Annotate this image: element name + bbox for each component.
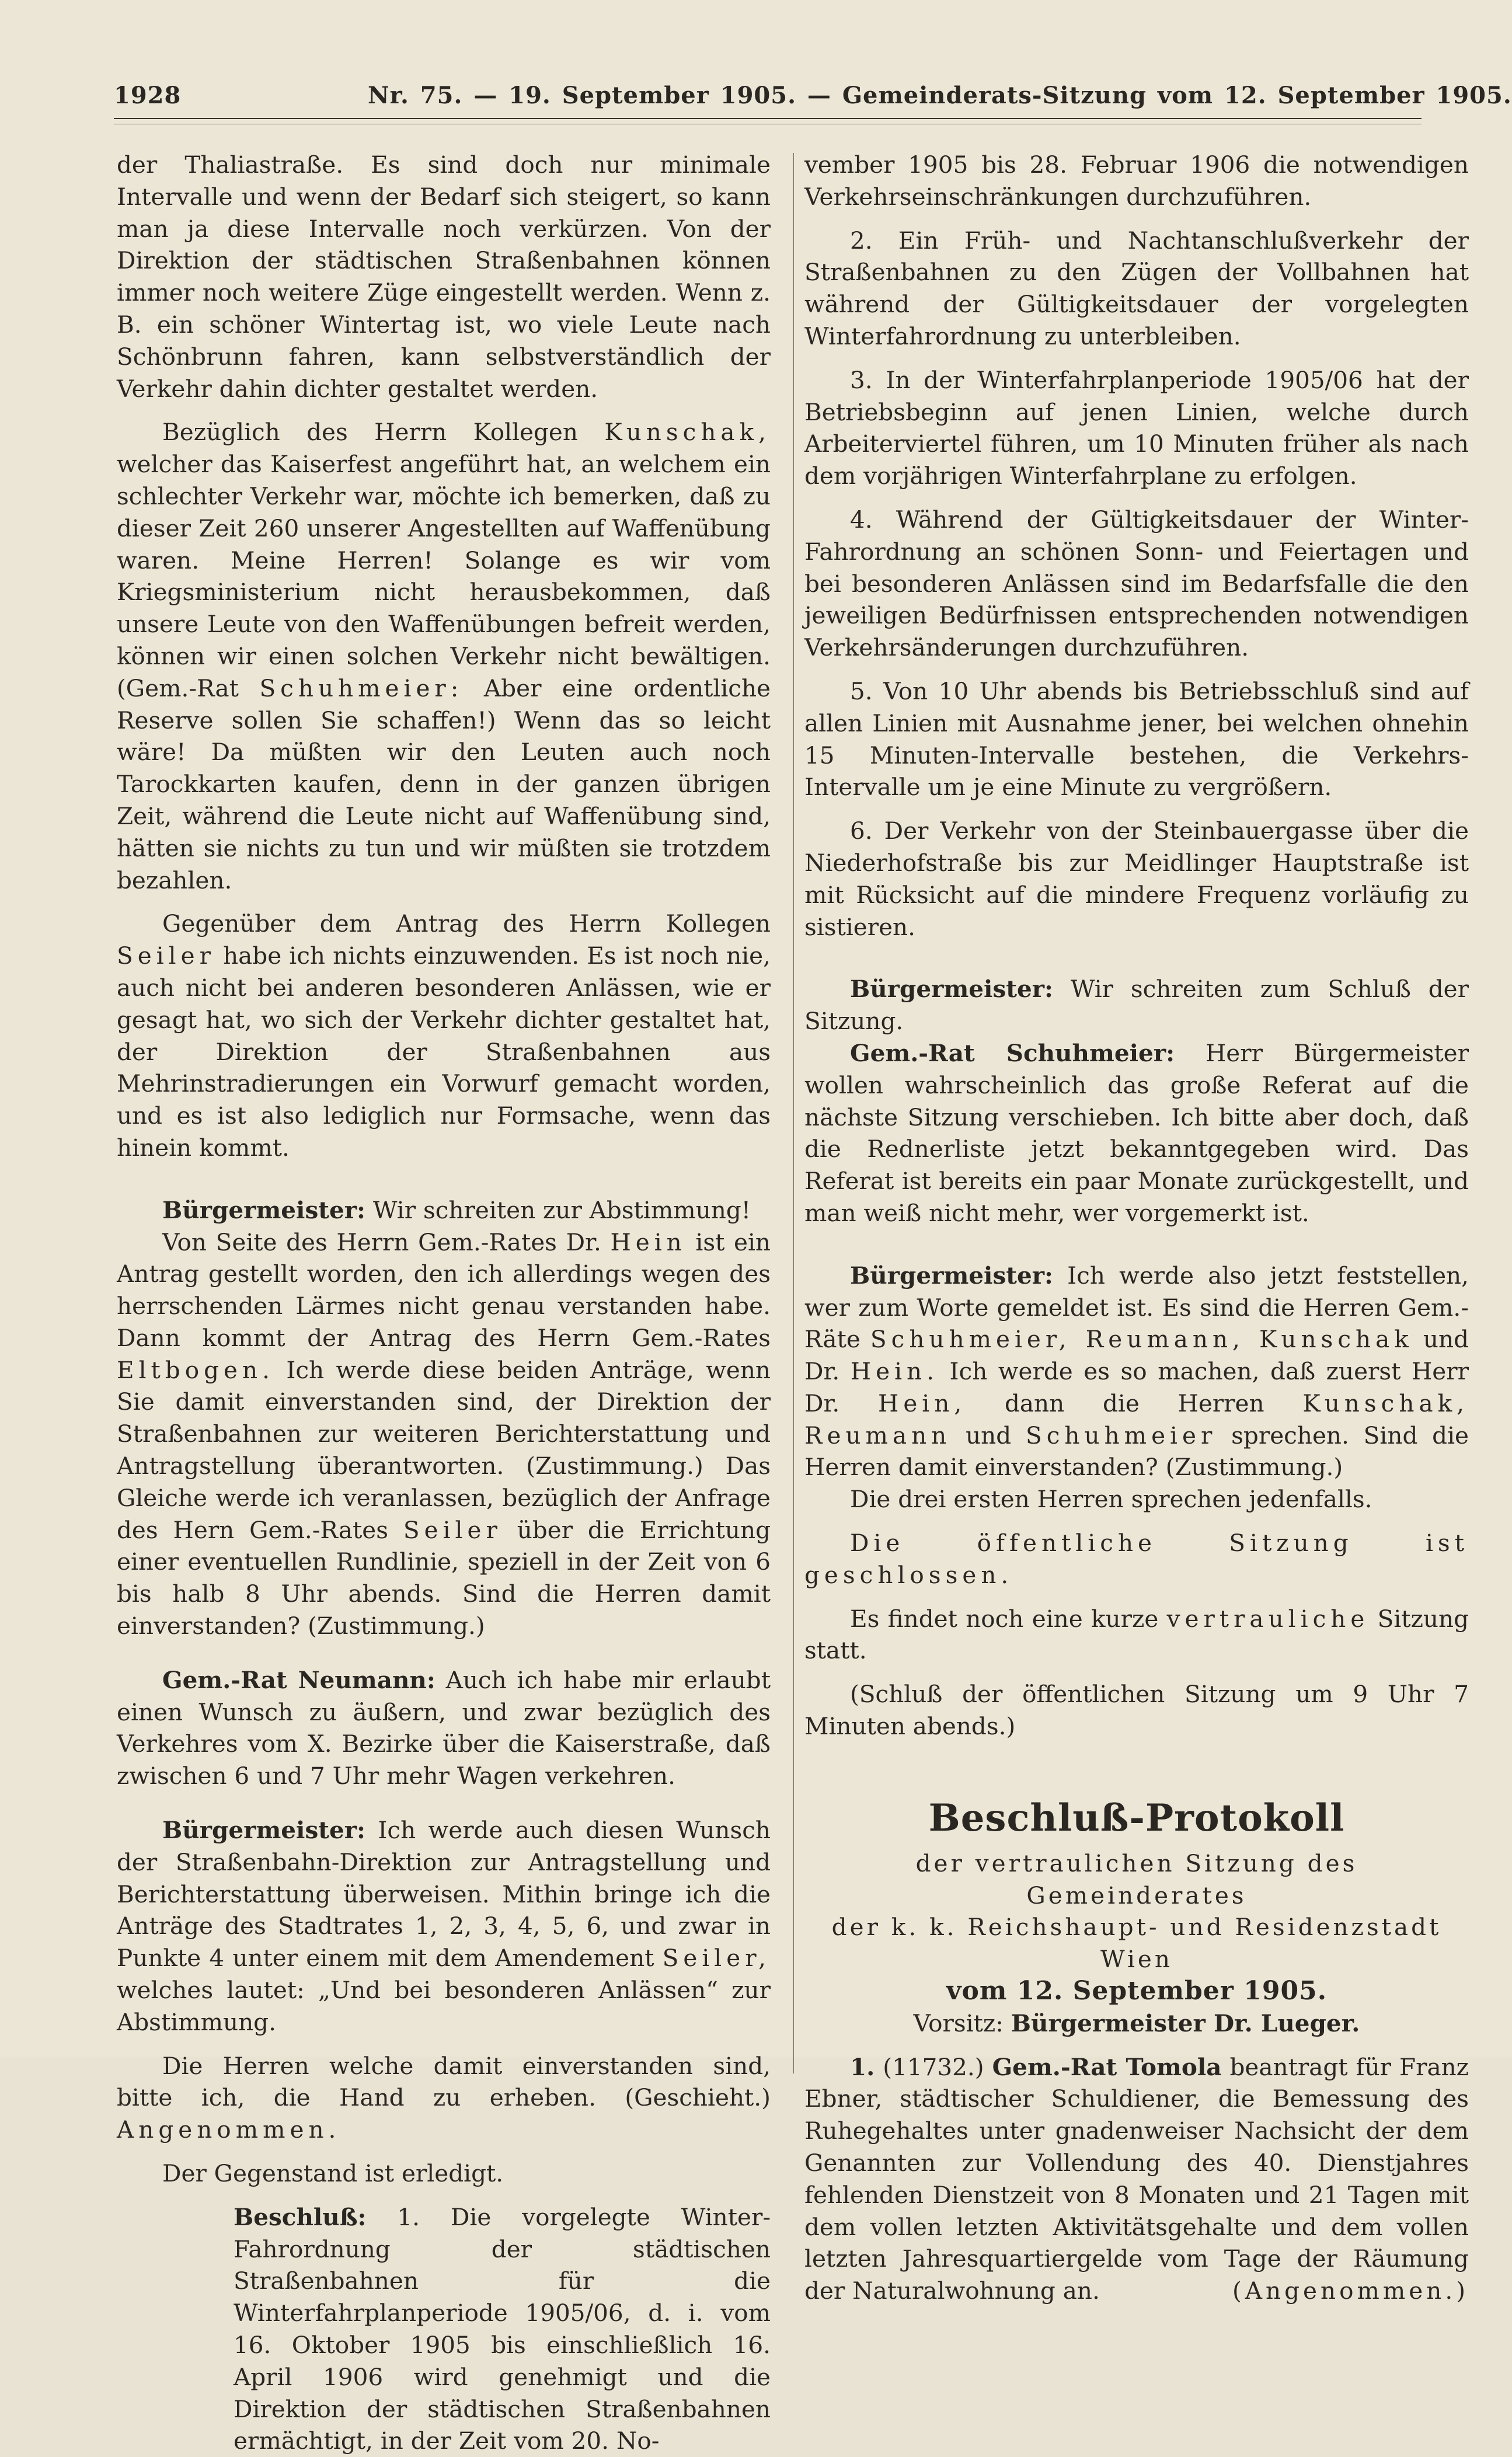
- speaker-name: Seiler,: [662, 1944, 771, 1972]
- speaker-name: Seiler: [117, 942, 215, 970]
- paragraph: Von Seite des Herrn Gem.-Rates Dr. Hein ist ein Antrag gestellt worden, den ich allerdings wegen des herrschenden Lärmes nicht genau verstanden habe. Dann kommt der Antrag des Herrn Gem.-Rates Eltbogen. Ich werde diese beiden Anträge, wenn Sie damit einverstanden sind, der Direktion der Straßenbahnen zur weiteren Berichterstattung und Antragstellung überantworten. (Zustimmung.) Das Gleiche werde ich veranlassen, bezüglich der Anfrage des Hern Gem.-Rates Seiler über die Errichtung einer eventuellen Rundlinie, speziell in der Zeit von 6 bis halb 8 Uhr abends. Sind die Herren damit einverstanden? (Zustimmung.): [117, 1228, 771, 1640]
- vote-result: (Angenommen.): [1232, 2277, 1469, 2305]
- paragraph: 5. Von 10 Uhr abends bis Betriebsschluß sind auf allen Linien mit Ausnahme jener, bei welchen ohnehin 15 Minuten-Intervalle bestehen, die Verkehrs-Intervalle um je eine Minute zu vergrößern.: [804, 677, 1469, 801]
- paragraph: 3. In der Winterfahrplanperiode 1905/06 hat der Betriebsbeginn auf jenen Linien, welche durch Arbeiterviertel führen, um 10 Minuten früher als nach dem vorjährigen Winterfahrplane zu erfolgen.: [804, 365, 1469, 490]
- paragraph: Der Gegenstand ist erledigt.: [162, 2159, 504, 2188]
- speaker-name: Hein.: [850, 1357, 939, 1386]
- left-column: [117, 149, 771, 2457]
- paragraph: vember 1905 bis 28. Februar 1906 die notwendigen Verkehrseinschränkungen durchzuführen.: [804, 151, 1469, 211]
- speaker-label: Gem.-Rat Schuhmeier:: [850, 1038, 1175, 1067]
- column-divider: [793, 153, 794, 2073]
- paragraph: 6. Der Verkehr von der Steinbauergasse über die Niederhofstraße bis zur Meidlinger Hauptstraße ist mit Rücksicht auf die mindere Frequenz vorläufig zu sistieren.: [804, 817, 1469, 941]
- paragraph: Es findet noch eine kurze vertrauliche Sitzung statt.: [804, 1604, 1469, 1665]
- speaker-name: Schuhmeier, Reumann, Kunschak: [870, 1325, 1413, 1354]
- speaker-label: Bürgermeister:: [162, 1196, 366, 1224]
- paragraph: Bezüglich des Herrn Kollegen Kunschak, welcher das Kaiserfest angeführt hat, an welchem ein schlechter Verkehr war, möchte ich bemerken, daß zu dieser Zeit 260 unserer Angestellten auf Waffenübung waren. Meine Herren! Solange es wir vom Kriegsministerium nicht herausbekommen, daß unsere Leute von den Waffenübungen befreit werden, können wir einen solchen Verkehr nicht bewältigen. (Gem.-Rat Schuhmeier: Aber eine ordentliche Reserve sollen Sie schaffen!) Wenn das so leicht wäre! Da müßten wir den Leuten auch noch Tarockkarten kaufen, denn in der ganzen übrigen Zeit, während die Leute nicht auf Waffenübung sind, hätten sie nichts zu tun und wir müßten sie trotzdem bezahlen.: [117, 418, 771, 894]
- paragraph: (Schluß der öffentlichen Sitzung um 9 Uhr 7 Minuten abends.): [804, 1680, 1469, 1741]
- speaker-label: Gem.-Rat Neumann:: [162, 1665, 436, 1694]
- speaker-name: Eltbogen.: [117, 1355, 274, 1384]
- paragraph: 2. Ein Früh- und Nachtanschlußverkehr der Straßenbahnen zu den Zügen der Vollbahnen hat während der Gültigkeitsdauer der vorgelegten Winterfahrordnung zu unterbleiben.: [804, 226, 1469, 350]
- speaker-name: Kunschak, Reumann: [804, 1389, 1469, 1449]
- paragraph: Die drei ersten Herren sprechen jedenfalls.: [850, 1485, 1372, 1514]
- paragraph: Die Herren welche damit einverstanden sind, bitte ich, die Hand zu erheben. (Geschieht.) Angenommen.: [117, 2051, 771, 2144]
- speaker-label: Bürgermeister:: [850, 1261, 1054, 1290]
- paragraph: Bürgermeister: Ich werde also jetzt feststellen, wer zum Worte gemeldet ist. Es sind die Herren Gem.-Räte Schuhmeier, Reumann, Kunschak und Dr. Hein. Ich werde es so machen, daß zuerst Herr Dr. Hein, dann die Herren Kunschak, Reumann und Schuhmeier sprechen. Sind die Herren damit einverstanden? (Zustimmung.): [804, 1261, 1469, 1482]
- paragraph: Gegenüber dem Antrag des Herrn Kollegen Seiler habe ich nichts einzuwenden. Es ist noch nie, auch nicht bei anderen besonderen Anlässen, wie er gesagt hat, wo sich der Verkehr dichter gestaltet hat, der Direktion der Straßenbahnen aus Mehrinstradierungen ein Vorwurf gemacht worden, und es ist also lediglich nur Formsache, wenn das hinein kommt.: [117, 909, 771, 1162]
- speaker-name: Kunschak,: [604, 418, 771, 447]
- protocol-title: Beschluß-Protokoll: [928, 1796, 1345, 1840]
- speaker-label: Bürgermeister:: [850, 975, 1054, 1003]
- protocol-item: 1. (11732.) Gem.-Rat Tomola beantragt für Franz Ebner, städtischer Schuldiener, die Bemessung des Ruhegehaltes unter gnadenweiser Nachsicht der dem Genannten zur Vollendung des 40. Dienstjahres fehlenden Dienstzeit von 8 Monaten und 21 Tagen mit dem vollen letzten Aktivitätsgehalte und dem vollen letzten Jahresquartiergelde vom Tage der Räumung der Naturalwohnung an. (Angenommen.): [804, 2051, 1469, 2307]
- speaker-name: Schuhmeier:: [259, 674, 464, 702]
- right-column: [804, 149, 1469, 2307]
- header-title: Nr. 75. — 19. September 1905. — Gemeinderats-Sitzung vom 12. September 1905.: [368, 82, 1512, 109]
- paragraph: 4. Während der Gültigkeitsdauer der Winter-Fahrordnung an schönen Sonn- und Feiertagen und bei besonderen Anlässen sind im Bedarfsfalle die den jeweiligen Bedürfnissen entsprechenden notwendigen Verkehrsänderungen durchzuführen.: [804, 505, 1469, 662]
- speaker-label: Gem.-Rat Tomola: [992, 2052, 1222, 2081]
- speaker-label: Bürgermeister:: [162, 1816, 366, 1845]
- speaker-name: Schuhmeier: [1025, 1421, 1217, 1449]
- paragraph: Bürgermeister: Ich werde auch diesen Wunsch der Straßenbahn-Direktion zur Antragstellung und Berichterstattung überweisen. Mithin bringe ich die Anträge des Stadtrates 1, 2, 3, 4, 5, 6, und zwar in Punkte 4 unter einem mit dem Amendement Seiler, welches lautet: „Und bei besonderen Anlässen“ zur Abstimmung.: [117, 1816, 771, 2036]
- resolution: Beschluß: 1. Die vorgelegte Winter-Fahrordnung der städtischen Straßenbahnen für die Winterfahrplanperiode 1905/06, d. i. vom 16. Oktober 1905 bis einschließlich 16. April 1906 wird genehmigt und die Direktion der städtischen Straßenbahnen ermächtigt, in der Zeit vom 20. No-: [234, 2202, 771, 2455]
- speaker-name: Hein: [610, 1228, 687, 1256]
- protocol-subtitle: der k. k. Reichshaupt- und Residenzstadt Wien: [831, 1913, 1442, 1974]
- protocol-chair: Vorsitz: Bürgermeister Dr. Lueger.: [913, 2009, 1360, 2037]
- paragraph: Die öffentliche Sitzung ist geschlossen.: [804, 1529, 1469, 1589]
- speaker-name: Hein,: [878, 1389, 967, 1417]
- running-header: [114, 76, 1512, 117]
- vote-result: Angenommen.: [117, 2116, 341, 2144]
- paragraph: Bürgermeister: Wir schreiten zum Schluß der Sitzung.: [804, 975, 1469, 1036]
- paragraph: Gem.-Rat Schuhmeier: Herr Bürgermeister wollen wahrscheinlich das große Referat auf die nächste Sitzung verschieben. Ich bitte aber doch, daß die Rednerliste jetzt bekanntgegeben wird. Das Referat ist bereits ein paar Monate zurückgestellt, und man weiß nicht mehr, wer vorgemerkt ist.: [804, 1038, 1469, 1227]
- header-rule: [114, 118, 1422, 124]
- protocol-date: vom 12. September 1905.: [946, 1976, 1328, 2006]
- paragraph: Gem.-Rat Neumann: Auch ich habe mir erlaubt einen Wunsch zu äußern, und zwar bezüglich des Verkehres vom X. Bezirke über die Kaiserstraße, daß zwischen 6 und 7 Uhr mehr Wagen verkehren.: [117, 1665, 771, 1790]
- paragraph: Bürgermeister: Wir schreiten zur Abstimmung!: [162, 1196, 751, 1224]
- page-number: 1928: [114, 82, 182, 109]
- paragraph: der Thaliastraße. Es sind doch nur minimale Intervalle und wenn der Bedarf sich steigert, so kann man ja diese Intervalle noch verkürzen. Von der Direktion der städtischen Straßenbahnen können immer noch weitere Züge eingestellt werden. Wenn z. B. ein schöner Wintertag ist, wo viele Leute nach Schönbrunn fahren, kann selbstverständlich der Verkehr dahin dichter gestaltet werden.: [117, 151, 771, 403]
- resolution-label: Beschluß:: [234, 2202, 367, 2231]
- protocol-subtitle: der vertraulichen Sitzung des Gemeinderates: [915, 1849, 1358, 1909]
- speaker-name: Seiler: [403, 1515, 502, 1544]
